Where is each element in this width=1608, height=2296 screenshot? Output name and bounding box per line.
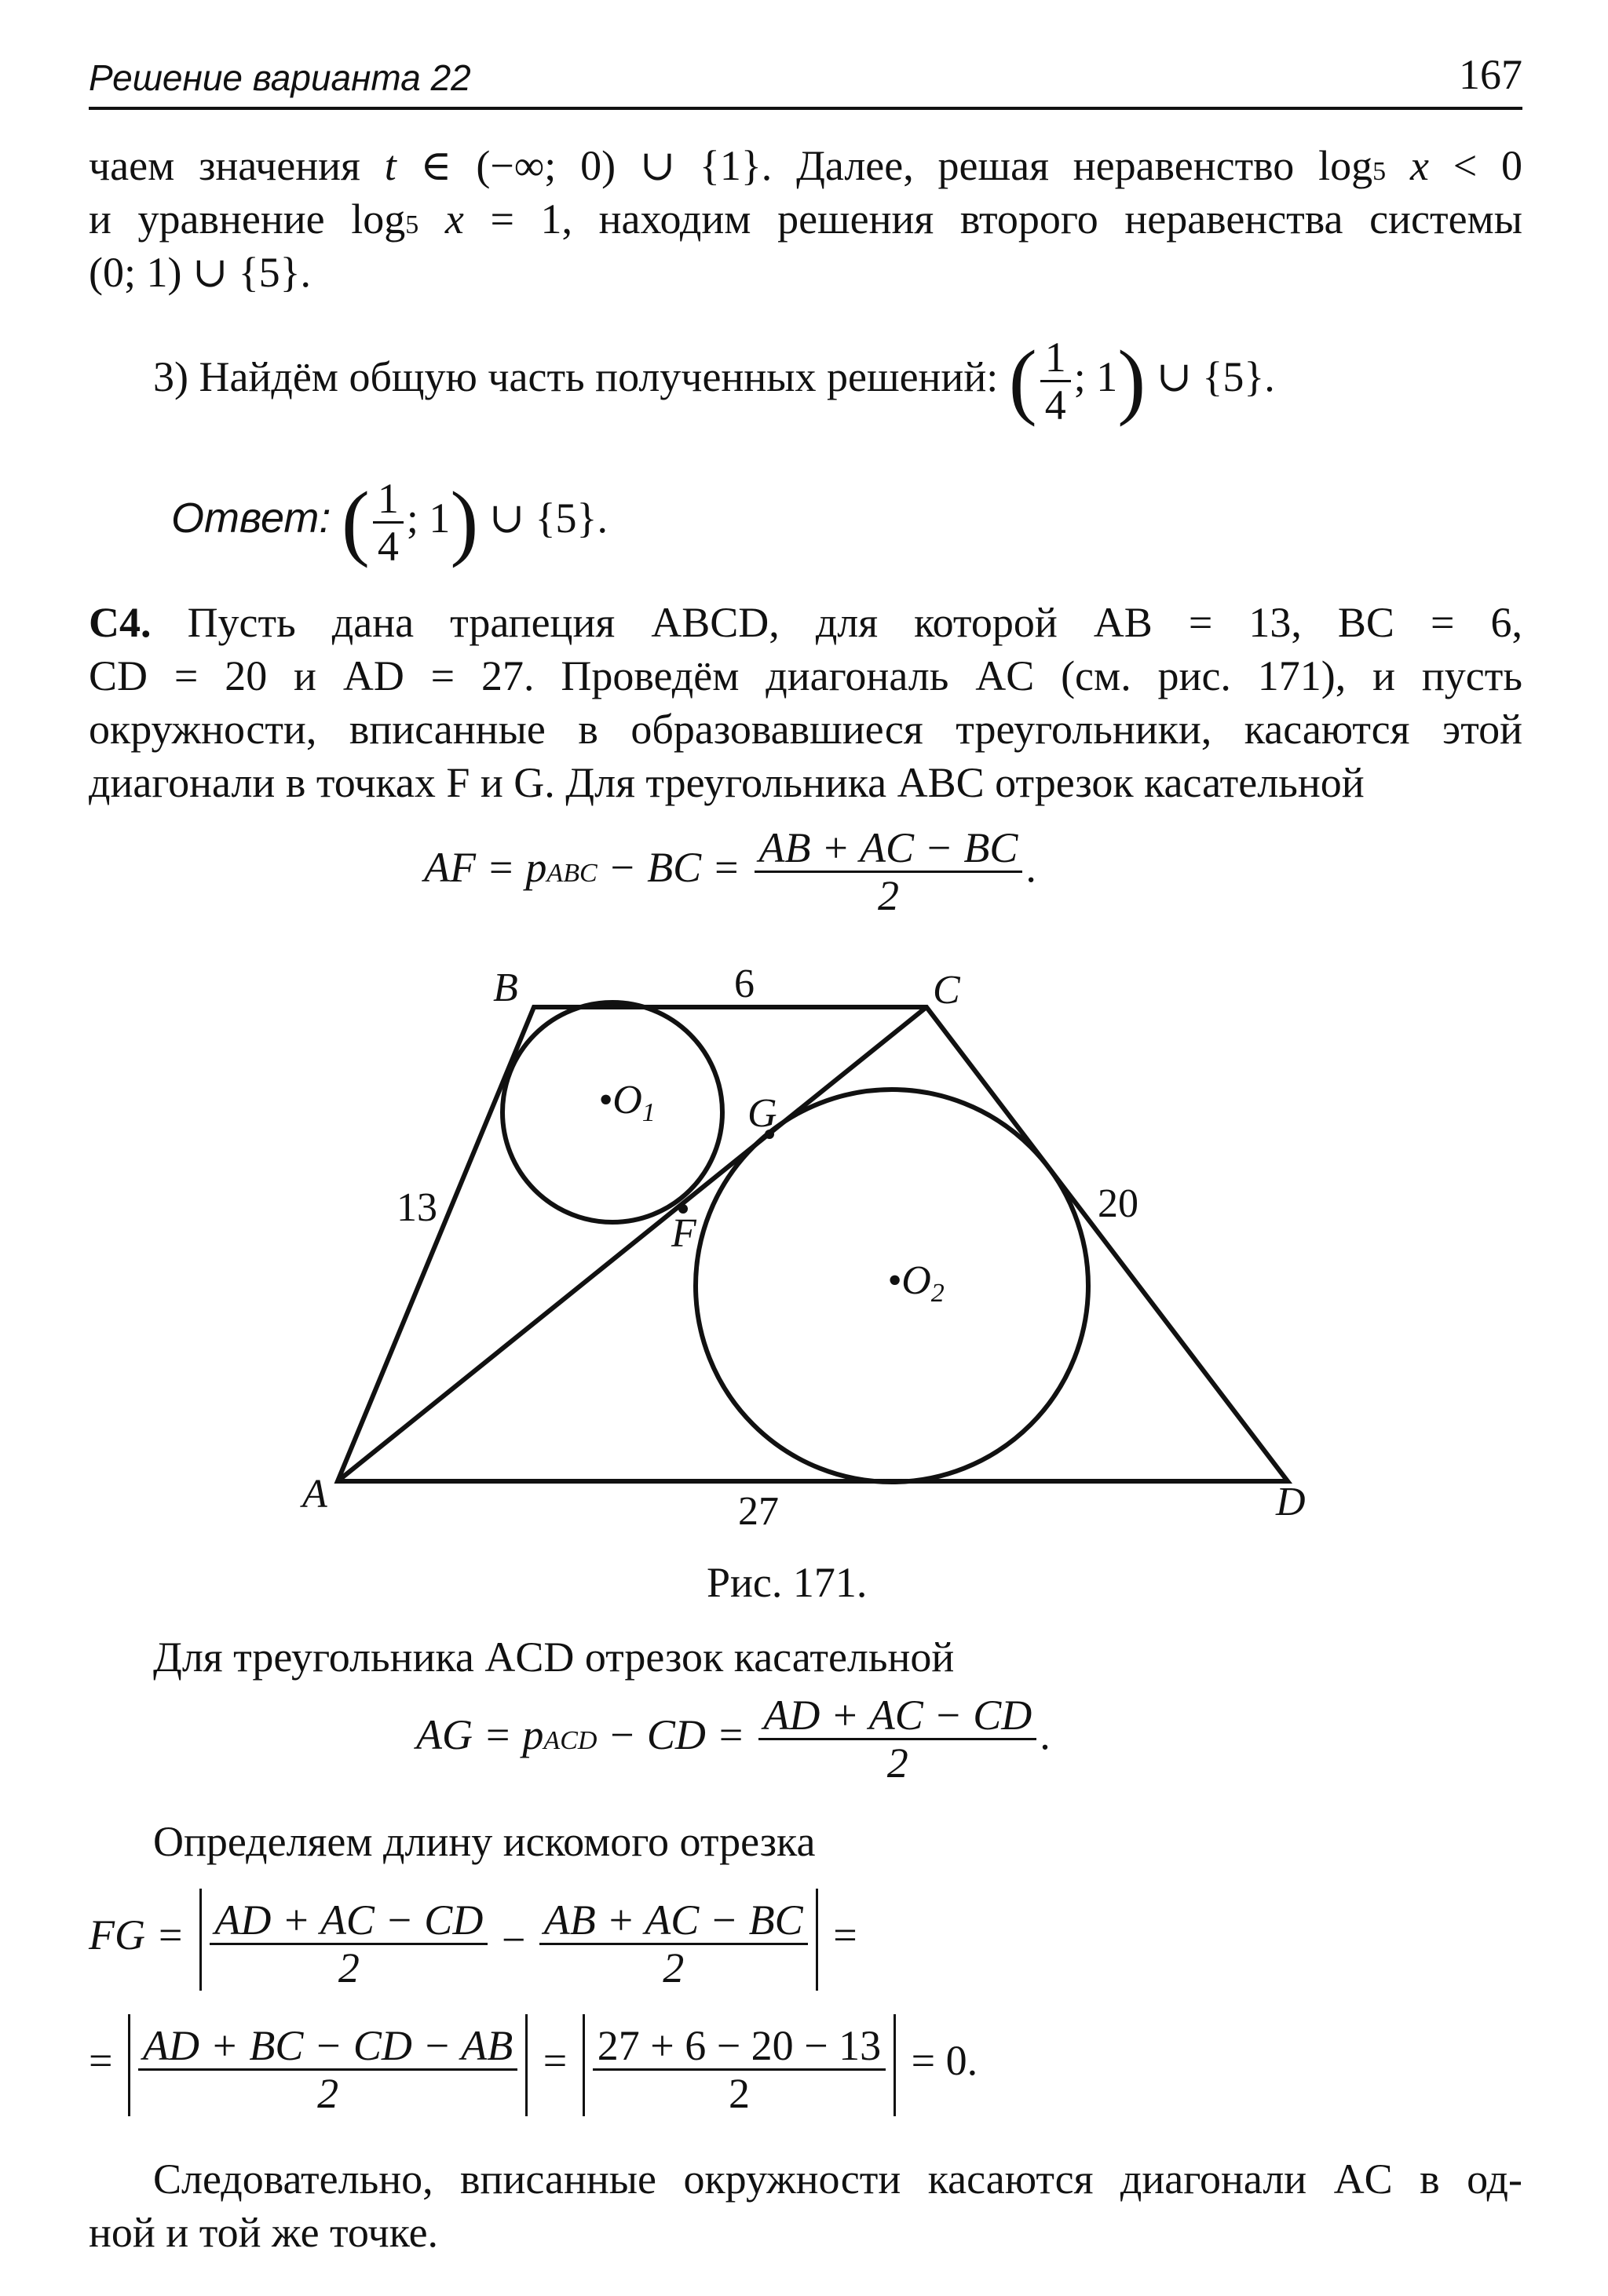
- equation-fg: FG = $\frac{AD + AC - CD}{2}$ − $\frac{AB + AC - BC}{2}$ =: [89, 1884, 1522, 1991]
- label-g: G: [747, 1091, 777, 1136]
- label-a: A: [302, 1472, 327, 1517]
- length-bc: 6: [734, 965, 755, 1006]
- text-line: Следовательно, вписанные окружности касаются диагонали AC в од-: [153, 2155, 1522, 2203]
- answer-label: Ответ:: [171, 495, 331, 542]
- length-cd: 20: [1098, 1181, 1138, 1226]
- step-3-line: 3) Найдём общую часть полученных решений: ( $\frac{1}{4}$ ; 1) ∪ {5}.: [153, 334, 1275, 429]
- text-line: и уравнение log5 x = 1, находим решения второго неравенства системы: [89, 195, 1522, 243]
- text-line: ной и той же точке.: [89, 2209, 439, 2256]
- equation-result: = $\frac{AD + BC - CD - AB}{2}$ = $\frac{27 + 6 - 20 - 13}{2}$ = 0.: [89, 2009, 1522, 2116]
- text-line: Для треугольника ACD отрезок касательной: [153, 1633, 955, 1681]
- equation-ag: AG = pACD − CD = $\frac{AD + AC - CD}{2}$ .: [416, 1692, 1051, 1787]
- text-line: чаем значения t ∈ (−∞; 0) ∪ {1}. Далее, решая неравенство log5 x < 0: [89, 142, 1523, 189]
- page-number: 167: [1459, 51, 1522, 98]
- text-line: Определяем длину искомого отрезка: [153, 1818, 816, 1865]
- page-header: [89, 46, 1522, 110]
- length-ad: 27: [738, 1489, 779, 1534]
- text-line: (0; 1) ∪ {5}.: [89, 249, 312, 296]
- trapezoid-figure: [298, 965, 1319, 1562]
- label-o2: •O2: [887, 1258, 945, 1308]
- label-o1: •O1: [598, 1078, 656, 1127]
- length-ab: 13: [397, 1185, 437, 1230]
- label-c: C: [933, 968, 960, 1013]
- label-d: D: [1276, 1480, 1306, 1524]
- label-f: F: [671, 1211, 696, 1256]
- problem-label: C4.: [89, 599, 152, 646]
- c4-line-2: CD = 20 и AD = 27. Проведём диагональ AC (см. рис. 171), и пусть: [89, 652, 1522, 699]
- equation-af: AF = pABC − BC = $\frac{AB + AC - BC}{2}$ .: [424, 824, 1036, 920]
- c4-line-4: диагонали в точках F и G. Для треугольника ABC отрезок касательной: [89, 759, 1365, 806]
- running-title: Решение варианта 22: [89, 57, 471, 98]
- answer-line: Ответ: ( $\frac{1}{4}$ ; 1) ∪ {5}.: [171, 475, 608, 571]
- c4-line-3: окружности, вписанные в образовавшиеся треугольники, касаются этой: [89, 706, 1522, 753]
- label-b: B: [493, 965, 518, 1010]
- figure-caption: Рис. 171.: [707, 1559, 868, 1606]
- c4-line-1: C4. Пусть дана трапеция ABCD, для которой AB = 13, BC = 6,: [89, 599, 1523, 646]
- trapezoid-outline: [338, 1007, 1288, 1481]
